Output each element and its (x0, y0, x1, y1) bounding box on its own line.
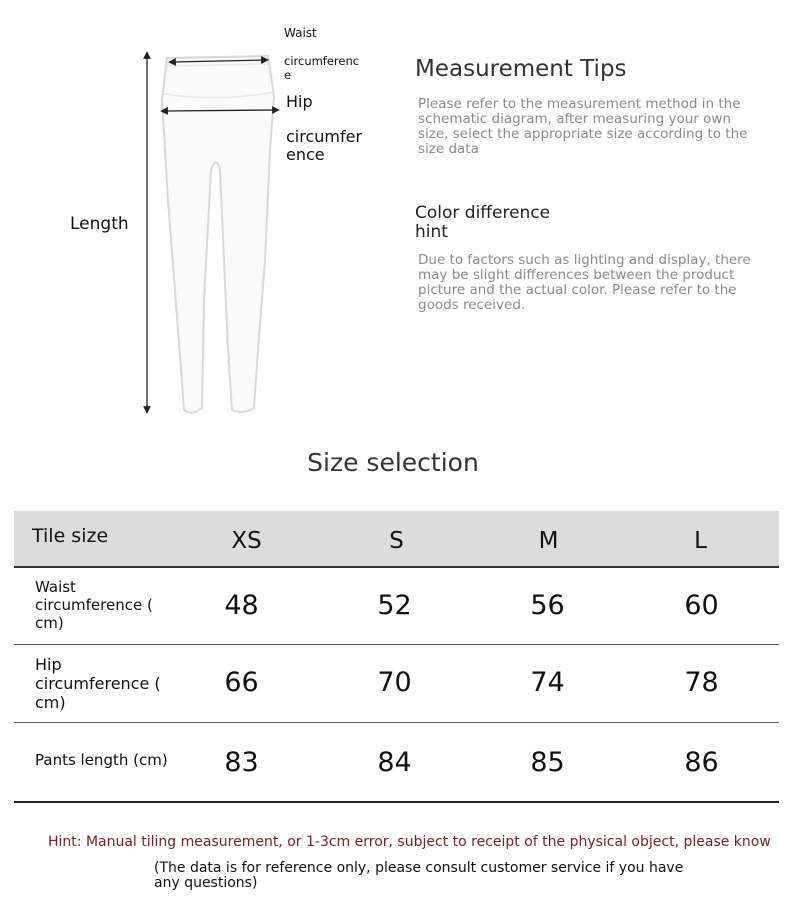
cell-value: 52 (377, 590, 412, 621)
reference-note: (The data is for reference only, please consult customer service if you have any questions) (154, 860, 684, 891)
cell-value: 84 (377, 747, 412, 778)
table-row (14, 645, 779, 722)
cell-value: 66 (224, 667, 259, 698)
cell-value: 70 (377, 667, 412, 698)
size-selection-title: Size selection (307, 448, 479, 477)
hip-label: Hip (286, 92, 313, 111)
cell-value: 74 (530, 667, 565, 698)
measurement-tips-title: Measurement Tips (415, 56, 627, 82)
measurement-tips-body: Please refer to the measurement method in the schematic diagram, after measuring your own size, select the appropriate size according to the size data (418, 96, 748, 157)
cell-value: 83 (224, 747, 259, 778)
header-l: L (694, 528, 707, 554)
waist-label: Waist (284, 26, 317, 40)
cell-value: 86 (684, 747, 719, 778)
table-row (14, 723, 779, 800)
row-label-waist: Waist circumference ( cm) (35, 578, 153, 632)
hint-text: Hint: Manual tiling measurement, or 1-3cm error, subject to receipt of the physical object, please know (48, 834, 771, 850)
color-difference-title: Color difference hint (415, 203, 551, 242)
hip-circumference-label: circumference (286, 127, 363, 164)
header-xs: XS (231, 528, 262, 554)
header-s: S (389, 528, 404, 554)
cell-value: 60 (684, 590, 719, 621)
header-tile-size: Tile size (32, 525, 109, 547)
length-label: Length (70, 214, 129, 234)
row-label-pants-length: Pants length (cm) (35, 751, 168, 769)
table-bottom-border (14, 801, 779, 803)
size-table-header (14, 511, 779, 566)
pants-diagram (0, 0, 400, 430)
header-m: M (538, 528, 559, 554)
color-difference-body: Due to factors such as lighting and display, there may be slight differences between the product picture and the actual color. Please refer to the goods received. (418, 252, 751, 313)
cell-value: 56 (530, 590, 565, 621)
cell-value: 48 (224, 590, 259, 621)
cell-value: 78 (684, 667, 719, 698)
pants-shape (162, 56, 274, 413)
row-label-hip: Hip circumference ( cm) (35, 655, 161, 712)
waist-circumference-label: circumference (284, 54, 360, 82)
cell-value: 85 (530, 747, 565, 778)
table-row (14, 568, 779, 644)
